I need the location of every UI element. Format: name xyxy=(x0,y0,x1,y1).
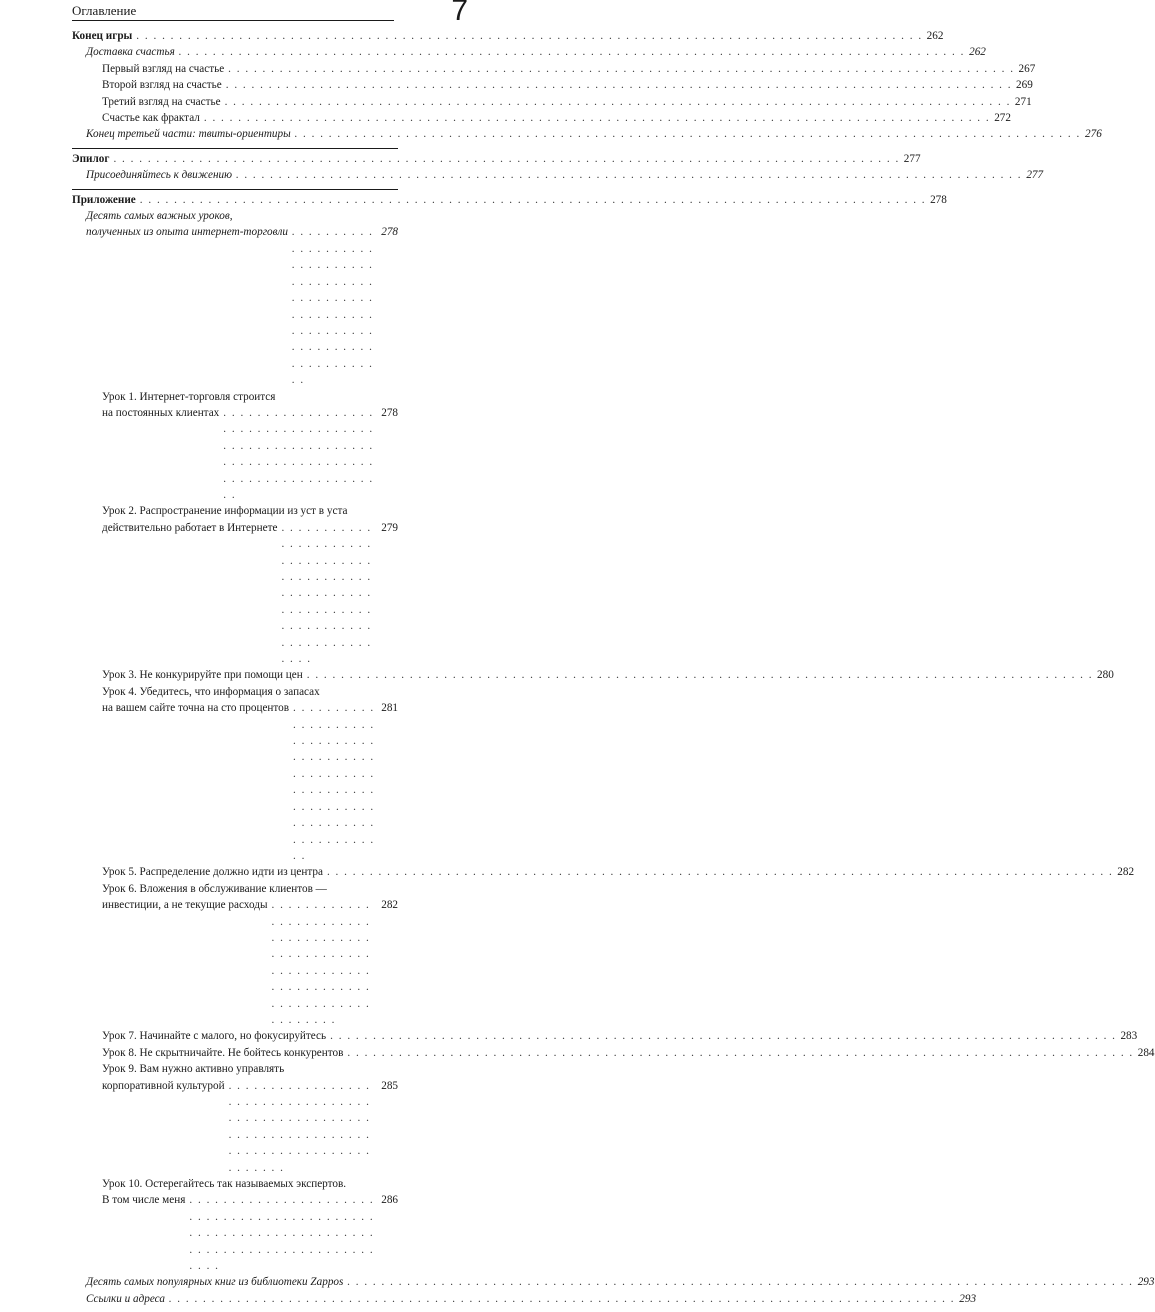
toc-entry-title: Конец третьей части: твиты-ориентиры xyxy=(86,128,291,141)
dot-leader xyxy=(140,192,926,208)
toc-entry-page: 293 xyxy=(959,1292,977,1305)
toc-entry-page: 277 xyxy=(903,152,921,165)
toc-entry-title: Урок 4. Убедитесь, что информация о запасах xyxy=(102,685,320,698)
toc-entry-title: Урок 5. Распределение должно идти из центра xyxy=(102,866,323,879)
toc-entry-title: Урок 1. Интернет-торговля строится xyxy=(102,390,276,403)
toc-entry-page: 281 xyxy=(381,702,398,715)
dot-leader xyxy=(347,1045,1133,1061)
header-rule xyxy=(72,20,394,21)
toc-entry-title-continued: инвестиции, а не текущие расходы xyxy=(102,899,268,912)
toc-entry[interactable] xyxy=(72,1045,1155,1061)
toc-entry-title: Счастье как фрактал xyxy=(102,112,200,125)
toc-entry-title: Урок 8. Не скрытничайте. Не бойтесь конкурентов xyxy=(102,1046,344,1059)
toc-entry-page: 271 xyxy=(1014,95,1032,108)
toc-entry-page: 286 xyxy=(381,1194,398,1207)
toc-entry-page: 269 xyxy=(1016,79,1033,92)
toc-entry[interactable] xyxy=(72,1291,977,1307)
dot-leader xyxy=(327,864,1113,880)
toc-entry[interactable] xyxy=(72,1176,398,1274)
dot-leader xyxy=(189,1192,377,1274)
toc-entry-title: Эпилог xyxy=(72,152,110,165)
toc-entry-page: 267 xyxy=(1018,62,1036,75)
toc-entry-title: Урок 2. Распространение информации из уст в уста xyxy=(102,505,348,518)
dot-leader xyxy=(179,44,965,60)
toc-entry-title-continued: действительно работает в Интернете xyxy=(102,521,278,534)
dot-leader xyxy=(295,126,1081,142)
toc-entry[interactable] xyxy=(72,77,1033,93)
toc-entry-title: Первый взгляд на счастье xyxy=(102,62,225,75)
dot-leader xyxy=(347,1274,1133,1290)
toc-entry-title-continued: В том числе меня xyxy=(102,1194,186,1207)
toc-entry[interactable] xyxy=(72,1061,398,1176)
toc-entry-title: Урок 9. Вам нужно активно управлять xyxy=(102,1063,285,1076)
toc-entry[interactable] xyxy=(72,28,944,44)
toc-entry[interactable] xyxy=(72,667,1114,683)
toc-entry-title: Десять самых популярных книг из библиотеки Zappos xyxy=(86,1276,344,1289)
dot-leader xyxy=(204,110,990,126)
toc-entry-page: 278 xyxy=(381,406,398,419)
dot-leader xyxy=(330,1028,1116,1044)
toc-entry-title: Присоединяйтесь к движению xyxy=(86,169,232,182)
toc-entry-page: 262 xyxy=(926,30,944,42)
toc-entry-title: Доставка счастья xyxy=(86,46,175,59)
toc-entry-title: Второй взгляд на счастье xyxy=(102,79,222,92)
dot-leader xyxy=(169,1291,955,1307)
toc-entry[interactable] xyxy=(72,126,1102,142)
toc-entry-title: Урок 7. Начинайте с малого, но фокусируйтесь xyxy=(102,1030,327,1043)
toc-entry-page: 262 xyxy=(969,46,986,59)
toc-section xyxy=(72,149,1044,190)
toc-entry[interactable] xyxy=(72,167,1044,183)
toc-entry-page: 280 xyxy=(1097,669,1114,682)
dot-leader xyxy=(236,167,1022,183)
page-number: 7 xyxy=(451,0,468,27)
toc-entry[interactable] xyxy=(72,1028,1138,1044)
toc-entry[interactable] xyxy=(72,110,1011,126)
toc-entry[interactable] xyxy=(72,684,398,864)
toc-entry[interactable] xyxy=(72,503,398,667)
dot-leader xyxy=(223,405,377,503)
toc-section xyxy=(72,190,1155,1312)
toc-entry-page: 276 xyxy=(1085,128,1102,141)
toc-entry-page: 282 xyxy=(1117,866,1135,879)
table-of-contents xyxy=(72,26,1155,1312)
toc-entry[interactable] xyxy=(72,389,398,504)
toc-entry-page: 283 xyxy=(1120,1030,1138,1043)
dot-leader xyxy=(281,520,377,668)
toc-entry-title: Конец игры xyxy=(72,30,133,42)
toc-entry[interactable] xyxy=(72,881,398,1029)
page-header xyxy=(72,0,468,27)
toc-entry-title: Урок 6. Вложения в обслуживание клиентов — xyxy=(102,882,327,895)
toc-entry-page: 293 xyxy=(1137,1276,1155,1289)
toc-entry-title: Урок 3. Не конкурируйте при помощи цен xyxy=(102,669,303,682)
dot-leader xyxy=(226,77,1012,93)
toc-entry-title: Приложение xyxy=(72,193,136,206)
dot-leader xyxy=(229,1078,378,1176)
header-title: Оглавление xyxy=(72,3,137,18)
toc-entry[interactable] xyxy=(72,94,1032,110)
toc-entry-title-continued: на вашем сайте точна на сто процентов xyxy=(102,702,290,715)
toc-section xyxy=(72,26,1102,149)
dot-leader xyxy=(228,61,1014,77)
toc-entry-page: 284 xyxy=(1137,1046,1155,1059)
toc-entry[interactable] xyxy=(72,61,1036,77)
dot-leader xyxy=(225,94,1011,110)
toc-entry-title-continued: на постоянных клиентах xyxy=(102,406,220,419)
toc-entry-title: Третий взгляд на счастье xyxy=(102,95,221,108)
dot-leader xyxy=(271,897,377,1028)
toc-entry-page: 279 xyxy=(381,521,398,534)
toc-entry-title: Урок 10. Остерегайтесь так называемых экспертов. xyxy=(102,1178,347,1191)
toc-entry[interactable] xyxy=(72,192,947,208)
toc-entry[interactable] xyxy=(72,864,1135,880)
toc-entry[interactable] xyxy=(72,1274,1155,1290)
dot-leader xyxy=(136,28,922,44)
dot-leader xyxy=(113,151,899,167)
toc-entry-page: 285 xyxy=(381,1079,398,1092)
toc-entry-title: Ссылки и адреса xyxy=(86,1292,165,1305)
dot-leader xyxy=(293,700,377,864)
dot-leader xyxy=(292,224,377,388)
toc-entry[interactable] xyxy=(72,44,986,60)
toc-entry[interactable] xyxy=(72,151,921,167)
toc-entry-page: 278 xyxy=(381,226,398,239)
toc-entry-page: 278 xyxy=(930,193,947,206)
toc-entry-page: 277 xyxy=(1026,169,1044,182)
toc-entry-page: 282 xyxy=(381,899,398,912)
toc-entry-page: 272 xyxy=(994,112,1011,125)
toc-entry-title: Десять самых важных уроков, xyxy=(86,210,233,223)
toc-entry-title-continued: полученных из опыта интернет-торговли xyxy=(86,226,288,239)
toc-entry[interactable] xyxy=(72,208,398,388)
dot-leader xyxy=(307,667,1093,683)
toc-entry-title-continued: корпоративной культурой xyxy=(102,1079,225,1092)
